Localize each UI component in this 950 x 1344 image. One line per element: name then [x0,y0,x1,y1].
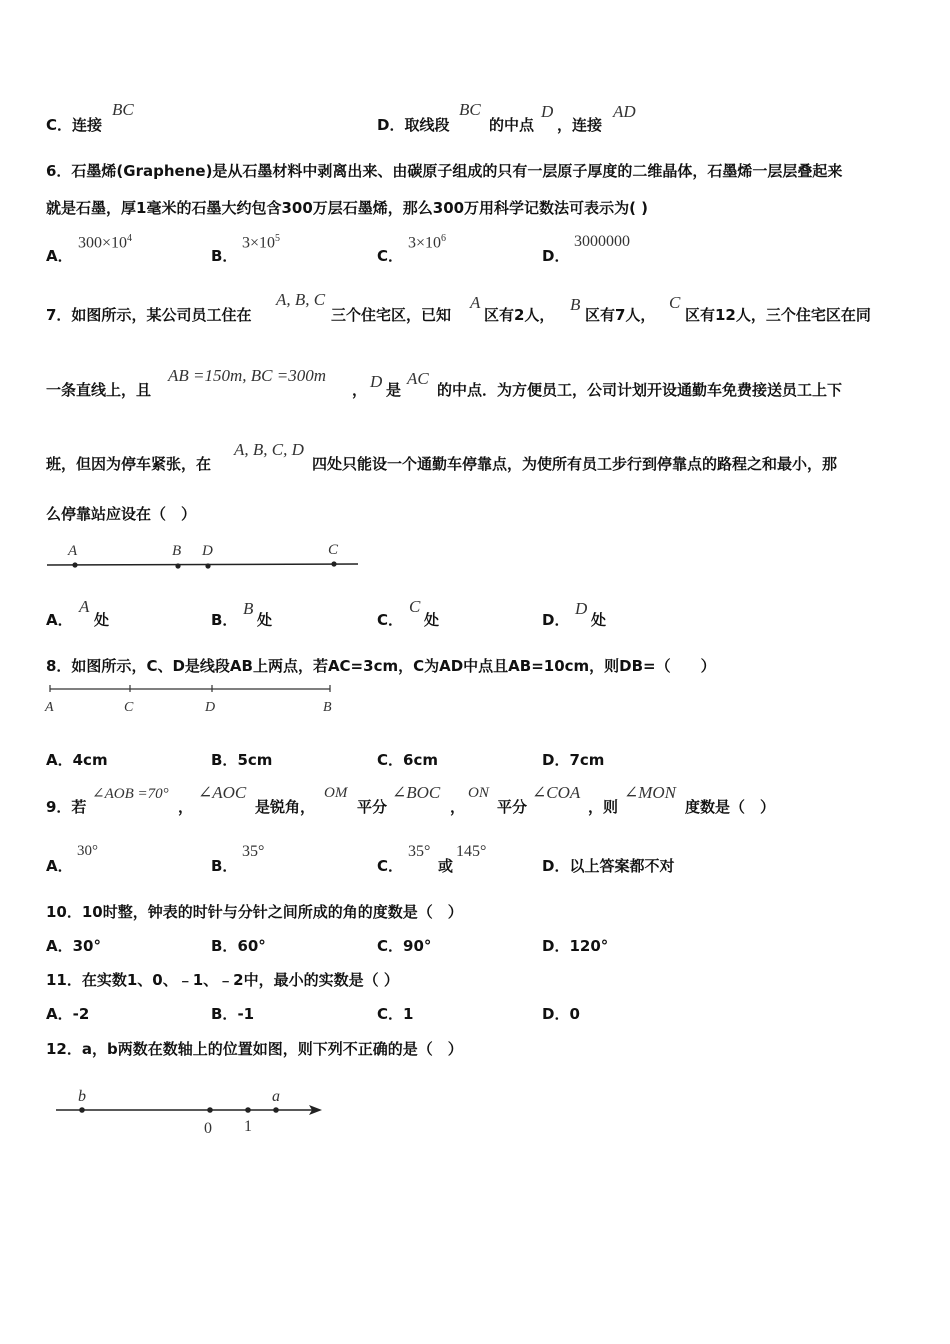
q6-option-c-math: $3\times 10^6$ [408,233,447,252]
q7-stem-l4: 么停靠站应设在（ ） [46,505,197,523]
q7-option-a-text: 处 [94,611,110,629]
q6-option-b-label: B． [211,247,238,265]
q7-stem-l1-math2: A [470,293,481,312]
q7-stem-l2-math: AB =150m, BC =300m [168,366,326,385]
q7-label-d: D [202,543,213,559]
q8-figure-line [40,682,350,718]
q9-option-d: D．以上答案都不对 [542,857,675,875]
q5-option-c: C．连接 [46,116,103,134]
q7-stem-l3a: 班，但因为停车紧张，在 [46,455,212,473]
q9-option-b-label: B． [211,857,238,875]
q7-stem-l1b: 三个住宅区，已知 [331,306,452,324]
q7-point-d [205,563,210,568]
q9-stem-m1: ∠AOB =70° [92,786,169,802]
q9-stem-m6: ∠COA [532,783,581,802]
q9-stem-m7: ∠MON [624,783,677,802]
q9-option-c-math1: 35° [408,843,431,860]
q10-option-a: A．30° [46,937,101,955]
q8-label-a: A [45,700,54,715]
q9-stem-t4: 平分 [357,798,388,816]
q12-point-zero [207,1107,213,1113]
q11-option-b: B．-1 [211,1005,255,1023]
q12-label-one: 1 [244,1118,252,1135]
q7-option-a-math: A [79,597,90,616]
q7-stem-l2-math3: AC [407,369,429,388]
q8-stem: 8．如图所示，C、D是线段AB上两点，若AC=3cm，C为AD中点且AB=10cm，则DB=（ ） [46,657,716,675]
q7-stem-l1-math4: C [669,293,681,312]
q8-option-a: A．4cm [46,751,108,769]
q7-option-c-text: 处 [424,611,440,629]
q8-option-d: D．7cm [542,751,605,769]
q6-stem-line1: 6．石墨烯(Graphene)是从石墨材料中剥离出来、由碳原子组成的只有一层原子厚度的二维晶体，石墨烯一层层叠起来 [46,162,843,180]
q5-option-d-text3: ，连接 [557,116,603,134]
q9-stem-t5: ， [450,798,466,816]
q8-option-c: C．6cm [377,751,438,769]
q7-stem-l1c: 区有2人， [484,306,555,324]
q7-segment [47,564,358,565]
q7-stem-l1-math3: B [570,295,581,314]
q12-point-b [79,1107,85,1113]
q12-number-line [50,1082,330,1144]
q7-stem-l2c: 是 [386,381,402,399]
q7-option-b-math: B [243,599,254,618]
q7-option-c-math: C [409,597,421,616]
q7-stem-l1d: 区有7人， [585,306,656,324]
q7-label-a: A [68,543,78,559]
q9-stem-m2: ∠AOC [198,783,247,802]
q9-stem-t3: 是锐角， [255,798,316,816]
q6-stem-line2: 就是石墨，厚1毫米的石墨大约包含300万层石墨烯，那么300万用科学记数法可表示为( ) [46,199,648,217]
q5-option-d-math3: AD [613,102,636,121]
q12-label-zero: 0 [204,1120,212,1137]
q8-option-b: B．5cm [211,751,273,769]
q7-option-a-label: A． [46,611,73,629]
q5-option-d-math2: D [541,102,554,121]
q9-stem-m4: ∠BOC [392,783,441,802]
q12-label-a: a [272,1088,280,1105]
q6-option-c-label: C． [377,247,404,265]
q5-option-d: D．取线段 [377,116,450,134]
q9-stem-t2: ， [178,798,194,816]
q11-stem: 11．在实数1、0、﹣1、﹣2中，最小的实数是（ ） [46,971,399,989]
q11-option-c: C．1 [377,1005,414,1023]
q7-point-a [72,562,77,567]
q7-stem-l3-math: A, B, C, D [234,440,304,459]
q6-option-d-label: D． [542,247,570,265]
q8-label-b: B [323,700,332,715]
q11-option-a: A．-2 [46,1005,90,1023]
q10-option-c: C．90° [377,937,432,955]
q7-stem-l2-math2: D [370,372,383,391]
q7-label-c: C [328,542,339,558]
q7-label-b: B [172,543,182,559]
q7-option-d-label: D． [542,611,570,629]
q6-option-d-math: 3000000 [574,233,630,250]
q12-point-one [245,1107,251,1113]
q9-option-c-label: C． [377,857,404,875]
q7-option-d-text: 处 [591,611,607,629]
q9-stem-t7: ，则 [588,798,619,816]
q12-point-a [273,1107,279,1113]
q12-stem: 12．a，b两数在数轴上的位置如图，则下列不正确的是（ ） [46,1040,463,1058]
q7-point-b [175,563,180,568]
q11-option-d: D．0 [542,1005,580,1023]
q9-stem-t6: 平分 [497,798,528,816]
q7-point-c [331,561,336,566]
q7-figure-line [40,535,370,580]
q7-option-d-math: D [575,599,588,618]
q9-option-b-math: 35° [242,843,265,860]
q9-option-a-math: 30° [77,843,98,859]
q8-label-d: D [205,700,216,715]
q6-option-a-math: $300\times 10^4$ [78,233,133,252]
q9-option-c-math2: 145° [456,843,487,860]
q10-stem: 10．10时整，钟表的时针与分针之间所成的角的度数是（ ） [46,903,463,921]
q7-stem-l1e: 区有12人，三个住宅区在同 [685,306,871,324]
q6-option-b-math: $3\times 10^5$ [242,233,281,252]
q7-stem-l2b: ， [352,381,368,399]
q8-label-c: C [124,700,134,715]
q9-stem-m3: OM [324,785,348,801]
q5-option-d-text2: 的中点 [489,116,535,134]
q6-option-a-label: A． [46,247,73,265]
q9-option-c-text: 或 [438,857,454,875]
q9-option-a-label: A． [46,857,73,875]
q9-stem-t8: 度数是（ ） [685,798,776,816]
q10-option-d: D．120° [542,937,609,955]
q10-option-b: B．60° [211,937,266,955]
q7-option-b-text: 处 [257,611,273,629]
q7-option-c-label: C． [377,611,404,629]
q7-stem-l2d: 的中点．为方便员工，公司计划开设通勤车免费接送员工上下 [437,381,843,399]
q9-stem-m5: ON [468,785,489,801]
q5-option-c-math: BC [112,100,134,119]
q9-stem-t1: 9．若 [46,798,87,816]
q7-stem-l2a: 一条直线上，且 [46,381,152,399]
q5-option-d-math1: BC [459,100,481,119]
q12-label-b: b [78,1088,86,1105]
q7-stem-l1a: 7．如图所示，某公司员工住在 [46,306,252,324]
q7-option-b-label: B． [211,611,238,629]
q7-stem-l3b: 四处只能设一个通勤车停靠点，为使所有员工步行到停靠点的路程之和最小，那 [312,455,838,473]
q7-stem-l1-math: A, B, C [276,290,326,309]
